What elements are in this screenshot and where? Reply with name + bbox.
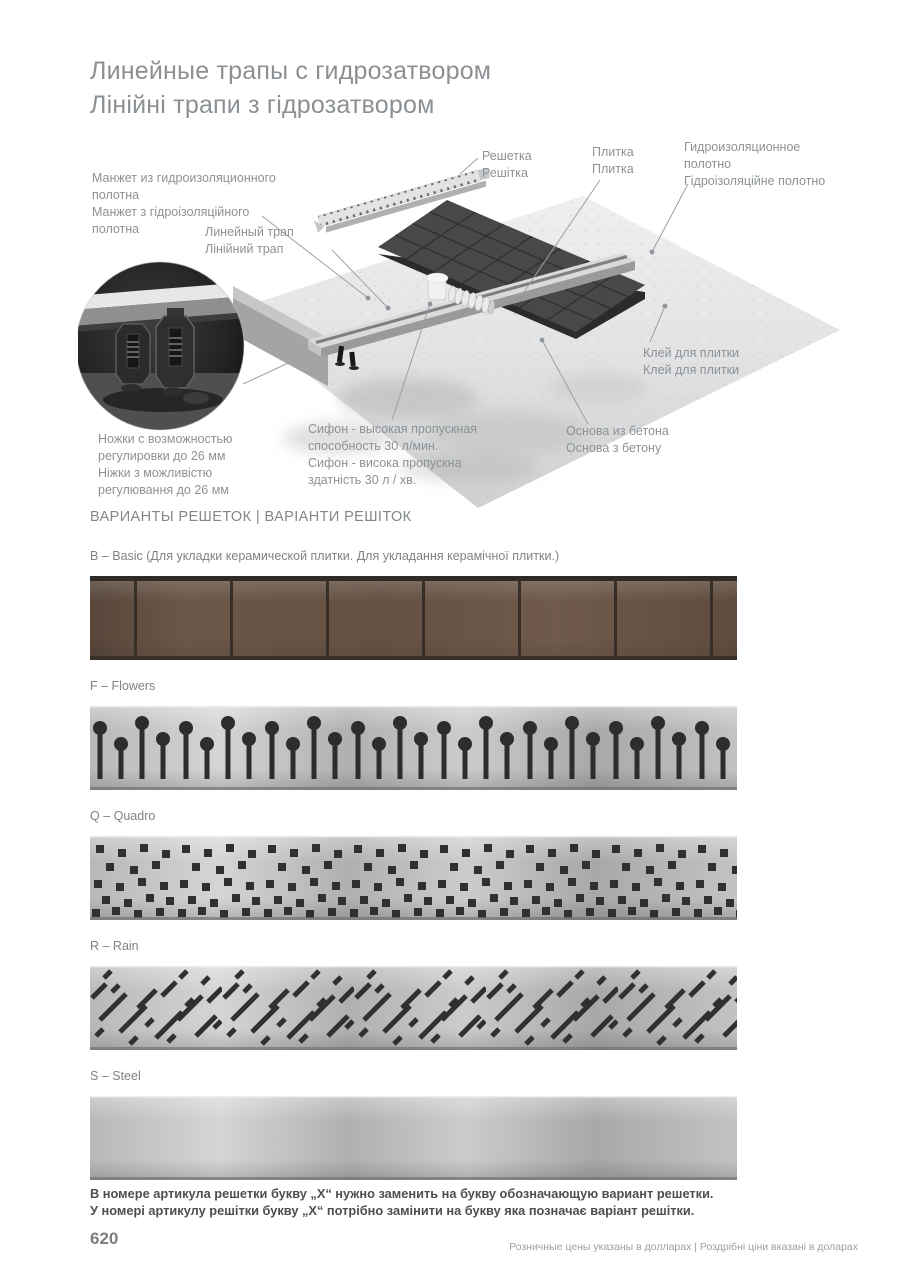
note-ru: В номере артикула решетки букву „X“ нужно заменить на букву обозначающую вариант решетки. <box>90 1186 714 1201</box>
grate-image-quadro <box>90 836 737 920</box>
label-grate: Решетка Решітка <box>482 149 532 180</box>
grate-image-basic <box>90 576 737 660</box>
page-number: 620 <box>90 1229 119 1248</box>
grate-image-flowers <box>90 706 737 790</box>
page-title <box>90 54 491 122</box>
note-uk: У номері артикулу решітки букву „X“ потрібно замінити на букву яка позначає варіант решітки. <box>90 1203 695 1218</box>
footer-note: Розничные цены указаны в долларах | Роздрібні ціни вказані в доларах <box>509 1241 858 1253</box>
grate-image-steel <box>90 1096 737 1180</box>
page-title-ru: Линейные трапы с гидрозатвором <box>90 57 492 85</box>
feet-detail-circle <box>78 262 248 433</box>
variant-label-rain: R – Rain <box>90 939 139 953</box>
variant-label-quadro: Q – Quadro <box>90 809 156 823</box>
label-tile: Плитка Плитка <box>592 145 634 176</box>
label-membrane: Гидроизоляционное полотно Гідроізоляційне полотно <box>684 140 826 188</box>
label-siphon: Сифон - высокая пропускная способность 30 л/мин. Сифон - висока пропускна здатність 30 л / хв. <box>308 422 478 487</box>
label-drain: Линейный трап Лінійний трап <box>205 225 294 256</box>
grate-image-rain <box>90 966 737 1050</box>
section-heading: ВАРИАНТЫ РЕШЕТОК | ВАРІАНТИ РЕШІТОК <box>90 509 412 525</box>
variant-label-basic: B – Basic (Для укладки керамической плитки. Для укладання керамічної плитки.) <box>90 549 560 563</box>
label-cuff: Манжет из гидроизоляционного полотна Манжет з гідроізоляційного полотна <box>92 171 276 236</box>
label-glue: Клей для плитки Клей для плитки <box>643 346 740 377</box>
article-code-notes <box>90 1185 790 1219</box>
label-feet: Ножки с возможностью регулировки до 26 мм Ніжки з можливістю регулювання до 26 мм <box>98 432 233 497</box>
variant-label-flowers: F – Flowers <box>90 679 156 693</box>
label-base: Основа из бетона Основа з бетону <box>566 424 669 455</box>
page-title-uk: Лінійні трапи з гідрозатвором <box>90 91 435 119</box>
variant-label-steel: S – Steel <box>90 1069 141 1083</box>
